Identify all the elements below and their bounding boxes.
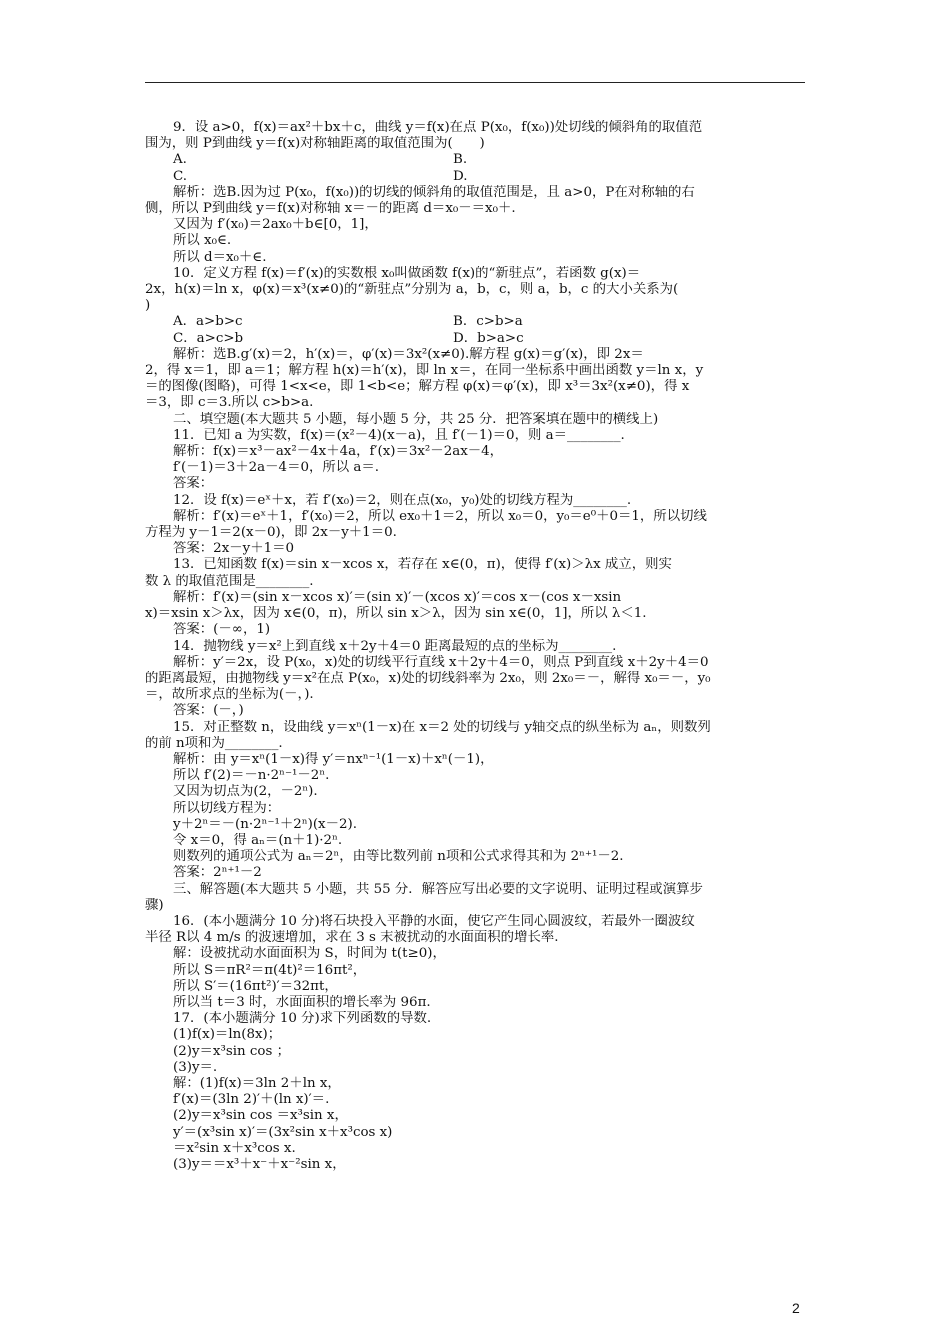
text-line: ＝的图像(图略)，可得 1<x<e，即 1<b<e；解方程 φ(x)＝φ′(x)，即 x³＝3x²(x≠0)，得 x: [145, 379, 690, 395]
text-line: 所以 S＝πR²＝π(4t)²＝16πt²，: [173, 962, 367, 978]
option-row: [145, 331, 807, 347]
text-line: 2，得 x＝1，即 a＝1；解方程 h(x)＝h′(x)，即 ln x＝，在同一坐标系中画出函数 y＝ln x，y: [145, 363, 704, 379]
text-line: 答案：2x－y＋1＝0: [173, 541, 295, 557]
text-line: 14．抛物线 y＝x²上到直线 x＋2y＋4＝0 距离最短的点的坐标为________.: [173, 638, 617, 654]
text-line: 解析：选B.因为过 P(x₀，f(x₀))的切线的倾斜角的取值范围是，且 a>0，P在对称轴的右: [173, 184, 695, 200]
text-line: 骤): [145, 897, 164, 913]
text-line: 解析：f(x)＝x³－ax²－4x＋4a，f′(x)＝3x²－2ax－4，: [173, 444, 504, 460]
text-line: 15．对正整数 n，设曲线 y＝xⁿ(1－x)在 x＝2 处的切线与 y轴交点的纵坐标为 aₙ，则数列: [173, 719, 711, 735]
text-line: 二、填空题(本大题共 5 小题，每小题 5 分，共 25 分．把答案填在题中的横线上): [173, 411, 659, 427]
text-line: 所以 f′(2)＝－n·2ⁿ⁻¹－2ⁿ.: [173, 768, 330, 784]
text-line: 又因为切点为(2，－2ⁿ).: [173, 784, 318, 800]
text-line: 三、解答题(本大题共 5 小题，共 55 分．解答应写出必要的文字说明、证明过程或演算步: [173, 881, 703, 897]
text-line: 17．(本小题满分 10 分)求下列函数的导数.: [173, 1011, 432, 1027]
text-line: 解析：f′(x)＝(sin x－xcos x)′＝(sin x)′－(xcos x)′＝cos x－(cos x－xsin: [173, 589, 622, 605]
option-row: [145, 169, 807, 185]
text-line: 答案：(－，): [173, 703, 244, 719]
text-line: 答案：(－∞，1): [173, 622, 271, 638]
text-line: 所以当 t＝3 时，水面面积的增长率为 96π.: [173, 994, 431, 1010]
text-line: 解：设被扰动水面面积为 S，时间为 t(t≥0)，: [173, 946, 446, 962]
option-item: D．b>a>c: [453, 330, 524, 346]
text-line: ＝x²sin x＋x³cos x.: [173, 1140, 296, 1156]
text-line: x)＝xsin x＞λx，因为 x∈(0，π)，所以 sin x＞λ，因为 sin x∈(0，1]，所以 λ＜1.: [145, 606, 647, 622]
text-line: 解析：选B.g′(x)＝2，h′(x)＝，φ′(x)＝3x²(x≠0).解方程 g(x)＝g′(x)，即 2x＝: [173, 346, 644, 362]
text-line: 解析：由 y＝xⁿ(1－x)得 y′＝nxⁿ⁻¹(1－x)＋xⁿ(－1)，: [173, 751, 494, 767]
text-line: ): [145, 298, 151, 314]
text-line: 解析：y′＝2x，设 P(x₀，x)处的切线平行直线 x＋2y＋4＝0，则点 P到直线 x＋2y＋4＝0: [173, 654, 709, 670]
text-line: 所以切线方程为：: [173, 800, 281, 816]
text-line: 16．(本小题满分 10 分)将石块投入平静的水面，使它产生同心圆波纹，若最外一圈波纹: [173, 913, 695, 929]
text-line: 所以 S′＝(16πt²)′＝32πt，: [173, 978, 338, 994]
text-line: 又因为 f′(x₀)＝2ax₀＋b∈[0，1]，: [173, 217, 378, 233]
option-item: A．a>b>c: [173, 314, 243, 330]
option-item: D.: [453, 168, 468, 184]
text-line: ＝3，即 c＝3.所以 c>b>a.: [145, 395, 314, 411]
text-line: (3)y＝＝x³＋x⁻＋x⁻²sin x，: [173, 1157, 346, 1172]
text-line: f′(－1)＝3＋2a－4＝0，所以 a＝.: [173, 460, 380, 476]
option-item: C.: [173, 168, 188, 184]
text-line: 10．定义方程 f(x)＝f′(x)的实数根 x₀叫做函数 f(x)的“新驻点”，若函数 g(x)＝: [173, 265, 641, 281]
option-item: A.: [173, 152, 187, 168]
text-line: 答案：: [173, 476, 214, 492]
text-line: y′＝(x³sin x)′＝(3x²sin x＋x³cos x): [173, 1124, 393, 1140]
option-row: [145, 314, 807, 330]
text-line: 的前 n项和为________.: [145, 735, 283, 751]
text-line: 则数列的通项公式为 aₙ＝2ⁿ，由等比数列前 n项和公式求得其和为 2ⁿ⁺¹－2.: [173, 849, 624, 865]
text-line: 围为，则 P到曲线 y＝f(x)对称轴距离的取值范围为( ): [145, 136, 485, 152]
text-line: 解：(1)f(x)＝3ln 2＋ln x，: [173, 1075, 341, 1091]
text-line: y＋2ⁿ＝－(n·2ⁿ⁻¹＋2ⁿ)(x－2).: [173, 816, 357, 832]
text-line: (2)y＝x³sin cos ；: [173, 1043, 290, 1059]
option-item: B．c>b>a: [453, 314, 523, 330]
text-line: ＝，故所求点的坐标为(－，).: [145, 687, 314, 703]
text-line: 2x，h(x)＝ln x，φ(x)＝x³(x≠0)的“新驻点”分别为 a，b，c，则 a，b，c 的大小关系为(: [145, 282, 679, 298]
text-line: 所以 d＝x₀＋∈.: [173, 249, 267, 265]
text-line: 解析：f′(x)＝eˣ＋1，f′(x₀)＝2，所以 ex₀＋1＝2，所以 x₀＝0，y₀＝e⁰＋0＝1，所以切线: [173, 508, 707, 524]
text-line: (3)y＝.: [173, 1059, 218, 1075]
option-item: B.: [453, 152, 468, 168]
text-line: 令 x＝0，得 aₙ＝(n＋1)·2ⁿ.: [173, 832, 343, 848]
text-line: 9．设 a>0，f(x)＝ax²＋bx＋c，曲线 y＝f(x)在点 P(x₀，f(x₀))处切线的倾斜角的取值范: [173, 120, 703, 135]
text-line: 答案：2ⁿ⁺¹－2: [173, 865, 262, 881]
header-rule: [145, 82, 805, 83]
text-line: 的距离最短，由抛物线 y＝x²在点 P(x₀，x)处的切线斜率为 2x₀，则 2x₀＝－，解得 x₀＝－，y₀: [145, 670, 711, 686]
text-line: 半径 R以 4 m/s 的波速增加，求在 3 s 末被扰动的水面面积的增长率.: [145, 930, 559, 946]
text-line: 13．已知函数 f(x)＝sin x－xcos x，若存在 x∈(0，π)，使得 f′(x)＞λx 成立，则实: [173, 557, 672, 573]
text-line: 11．已知 a 为实数，f(x)＝(x²－4)(x－a)，且 f′(－1)＝0，则 a＝________.: [173, 427, 625, 443]
text-line: 方程为 y－1＝2(x－0)，即 2x－y＋1＝0.: [145, 525, 397, 541]
option-item: C．a>c>b: [173, 330, 244, 346]
page-number: 2: [792, 1300, 800, 1316]
text-line: 所以 x₀∈.: [173, 233, 232, 249]
text-line: 12．设 f(x)＝eˣ＋x，若 f′(x₀)＝2，则在点(x₀，y₀)处的切线方程为________.: [173, 492, 632, 508]
text-line: f′(x)＝(3ln 2)′＋(ln x)′＝.: [173, 1092, 330, 1108]
document-body: [145, 120, 807, 1173]
text-line: 数 λ 的取值范围是________.: [145, 573, 314, 589]
text-line: (1)f(x)＝ln(8x)；: [173, 1027, 282, 1043]
text-line: (2)y＝x³sin cos ＝x³sin x，: [173, 1108, 348, 1124]
text-line: 侧，所以 P到曲线 y＝f(x)对称轴 x＝－的距离 d＝x₀－＝x₀＋.: [145, 201, 516, 217]
option-row: [145, 152, 807, 168]
